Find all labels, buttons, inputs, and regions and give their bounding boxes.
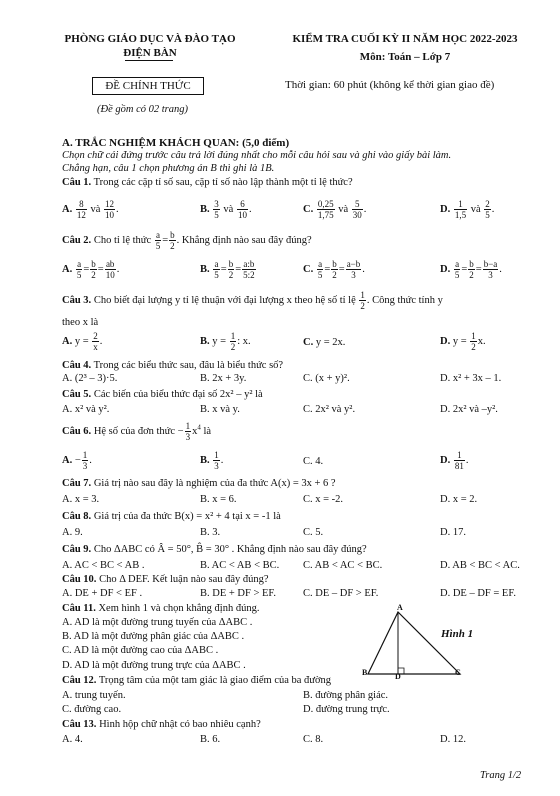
question-9: Câu 9. Cho ΔABC có Â = 50°, B̂ = 30° . Khẳng định nào sau đây đúng? [62, 544, 367, 555]
q4-option-b: B. 2x + 3y. [200, 373, 247, 384]
page-number: Trang 1/2 [480, 770, 522, 781]
district-name: ĐIỆN BÀN [123, 47, 177, 59]
q7-option-d: D. x = 2. [440, 494, 478, 505]
vertex-b-label: B [362, 668, 368, 677]
section-a-example: Chẳng hạn, câu 1 chọn phương án B thì ghi là 1B. [62, 163, 275, 174]
question-3: Câu 3. Cho biết đại lượng y tỉ lệ thuận với đại lượng x theo hệ số tỉ lệ $\frac{1}{2}$ . Công thức tính y [62, 290, 443, 311]
question-8: Câu 8. Giá trị của đa thức B(x) = x² + 4 tại x = -1 là [62, 511, 281, 522]
question-6: Câu 6. Hệ số của đơn thức − $\frac{1}{3}$ $x^4$ là [62, 421, 212, 442]
q10-option-c: C. DE – DF > EF. [303, 588, 379, 599]
q12-option-b: B. đường phân giác. [303, 690, 389, 701]
question-7: Câu 7. Giá trị nào sau đây là nghiệm của đa thức A(x) = 3x + 6 ? [62, 478, 336, 489]
section-a-title: A. TRẮC NGHIỆM KHÁCH QUAN: (5,0 điểm) [62, 137, 290, 149]
q5-option-b: B. x và y. [200, 404, 240, 415]
q8-option-c: C. 5. [303, 527, 324, 538]
question-2: Câu 2. Cho tỉ lệ thức $\frac{a}{5}$ = $\frac{b}{2}$ . Khẳng định nào sau đây đúng? [62, 230, 312, 251]
q3-options: A. y = $\frac{2}{x}$ . B. y = $\frac{1}{2}$ : x. C. y = 2x. D. y = $\frac{1}{2}$ x. [62, 331, 486, 352]
q4-option-a: A. (2³ – 3)·5. [62, 373, 118, 384]
q5-option-d: D. 2x² và –y². [440, 404, 498, 415]
exam-title: KIỂM TRA CUỐI KỲ II NĂM HỌC 2022-2023 [292, 33, 518, 45]
vertex-a-label: A [397, 603, 403, 612]
q4-option-c: C. (x + y)². [303, 373, 350, 384]
q5-option-a: A. x² và y². [62, 404, 110, 415]
q10-option-d: D. DE – DF = EF. [440, 588, 516, 599]
exam-subject: Môn: Toán – Lớp 7 [359, 51, 451, 63]
q4-option-d: D. x² + 3x – 1. [440, 373, 502, 384]
question-13: Câu 13. Hình hộp chữ nhật có bao nhiêu cạnh? [62, 719, 261, 730]
question-10: Câu 10. Cho Δ DEF. Kết luận nào sau đây đúng? [62, 574, 269, 585]
q7-option-a: A. x = 3. [62, 494, 100, 505]
q13-option-d: D. 12. [440, 734, 466, 745]
triangle-abc [368, 612, 460, 674]
q11-option-c: C. AD là một đường cao của ΔABC . [62, 645, 219, 656]
question-5: Câu 5. Các biến của biểu thức đại số 2x² – y² là [62, 389, 263, 400]
q11-option-d: D. AD là một đường trung trực của ΔABC . [62, 660, 246, 671]
point-d-label: D [395, 672, 401, 681]
q8-option-a: A. 9. [62, 527, 83, 538]
q12-option-a: A. trung tuyến. [62, 690, 126, 701]
q11-option-b: B. AD là một đường phân giác của ΔABC . [62, 631, 245, 642]
header-underline [125, 60, 173, 61]
q8-option-b: B. 3. [200, 527, 221, 538]
triangle-figure [360, 600, 470, 682]
pages-note: (Đề gồm có 02 trang) [97, 104, 188, 115]
vertex-c-label: C [455, 668, 461, 677]
q5-option-c: C. 2x² và y². [303, 404, 356, 415]
q2-options: A. $\frac{a}{5}$ = $\frac{b}{2}$ = $\frac{ab}{10}$ . B. $\frac{a}{5}$ = $\frac{b}{2}$ = $\frac{a:b}{5:2}$ C. $\frac{a}{5}$ = $\frac{b}{2}$ = $\frac{a-b}{3}$ . D. $\frac{a}{5}$ = $\frac{b}{2}$ = $\frac{b-a}{3}$ . [62, 259, 502, 280]
department-name: PHÒNG GIÁO DỤC VÀ ĐÀO TẠO [64, 33, 236, 45]
question-4: Câu 4. Trong các biểu thức sau, đâu là biểu thức số? [62, 360, 284, 371]
q9-option-d: D. AB < BC < AC. [440, 560, 520, 571]
figure-caption: Hình 1 [441, 628, 474, 640]
question-1: Câu 1. Trong các cặp tỉ số sau, cặp tỉ số nào lập thành một tỉ lệ thức? [62, 177, 353, 188]
q8-option-d: D. 17. [440, 527, 466, 538]
question-11: Câu 11. Xem hình 1 và chọn khẳng định đúng. [62, 603, 260, 614]
q7-option-b: B. x = 6. [200, 494, 237, 505]
q6-options: A. − $\frac{1}{3}$ . B. $\frac{1}{3}$ . C. 4. D. $\frac{1}{81}$ . [62, 450, 469, 471]
q1-options: A. $\frac{8}{12}$ và $\frac{12}{10}$ . B. $\frac{3}{5}$ và $\frac{6}{10}$ . C. $\frac{0,25}{1,75}$ và $\frac{5}{30}$ . D. $\frac{1}{1,5}$ và $\frac{2}{5}$ . [62, 199, 495, 220]
q11-option-a: A. AD là một đường trung tuyến của ΔABC . [62, 617, 253, 628]
q7-option-c: C. x = -2. [303, 494, 344, 505]
q9-option-a: A. AC < BC < AB . [62, 560, 145, 571]
q10-option-a: A. DE + DF < EF . [62, 588, 143, 599]
q9-option-c: C. AB < AC < BC. [303, 560, 383, 571]
q10-option-b: B. DE + DF > EF. [200, 588, 277, 599]
question-12: Câu 12. Trọng tâm của một tam giác là giao điểm của ba đường [62, 675, 332, 686]
exam-time: Thời gian: 60 phút (không kể thời gian giao đề) [285, 79, 495, 91]
section-a-instruction: Chọn chữ cái đứng trước câu trả lời đúng nhất cho mỗi câu hỏi sau và ghi vào giấy bài làm. [62, 150, 452, 161]
q13-option-a: A. 4. [62, 734, 83, 745]
question-3-cont: theo x là [62, 317, 99, 328]
q12-option-c: C. đường cao. [62, 704, 122, 715]
q9-option-b: B. AC < AB < BC. [200, 560, 280, 571]
official-stamp-box: ĐỀ CHÍNH THỨC [92, 77, 204, 95]
q13-option-b: B. 6. [200, 734, 221, 745]
q12-option-d: D. đường trung trực. [303, 704, 390, 715]
q13-option-c: C. 8. [303, 734, 324, 745]
